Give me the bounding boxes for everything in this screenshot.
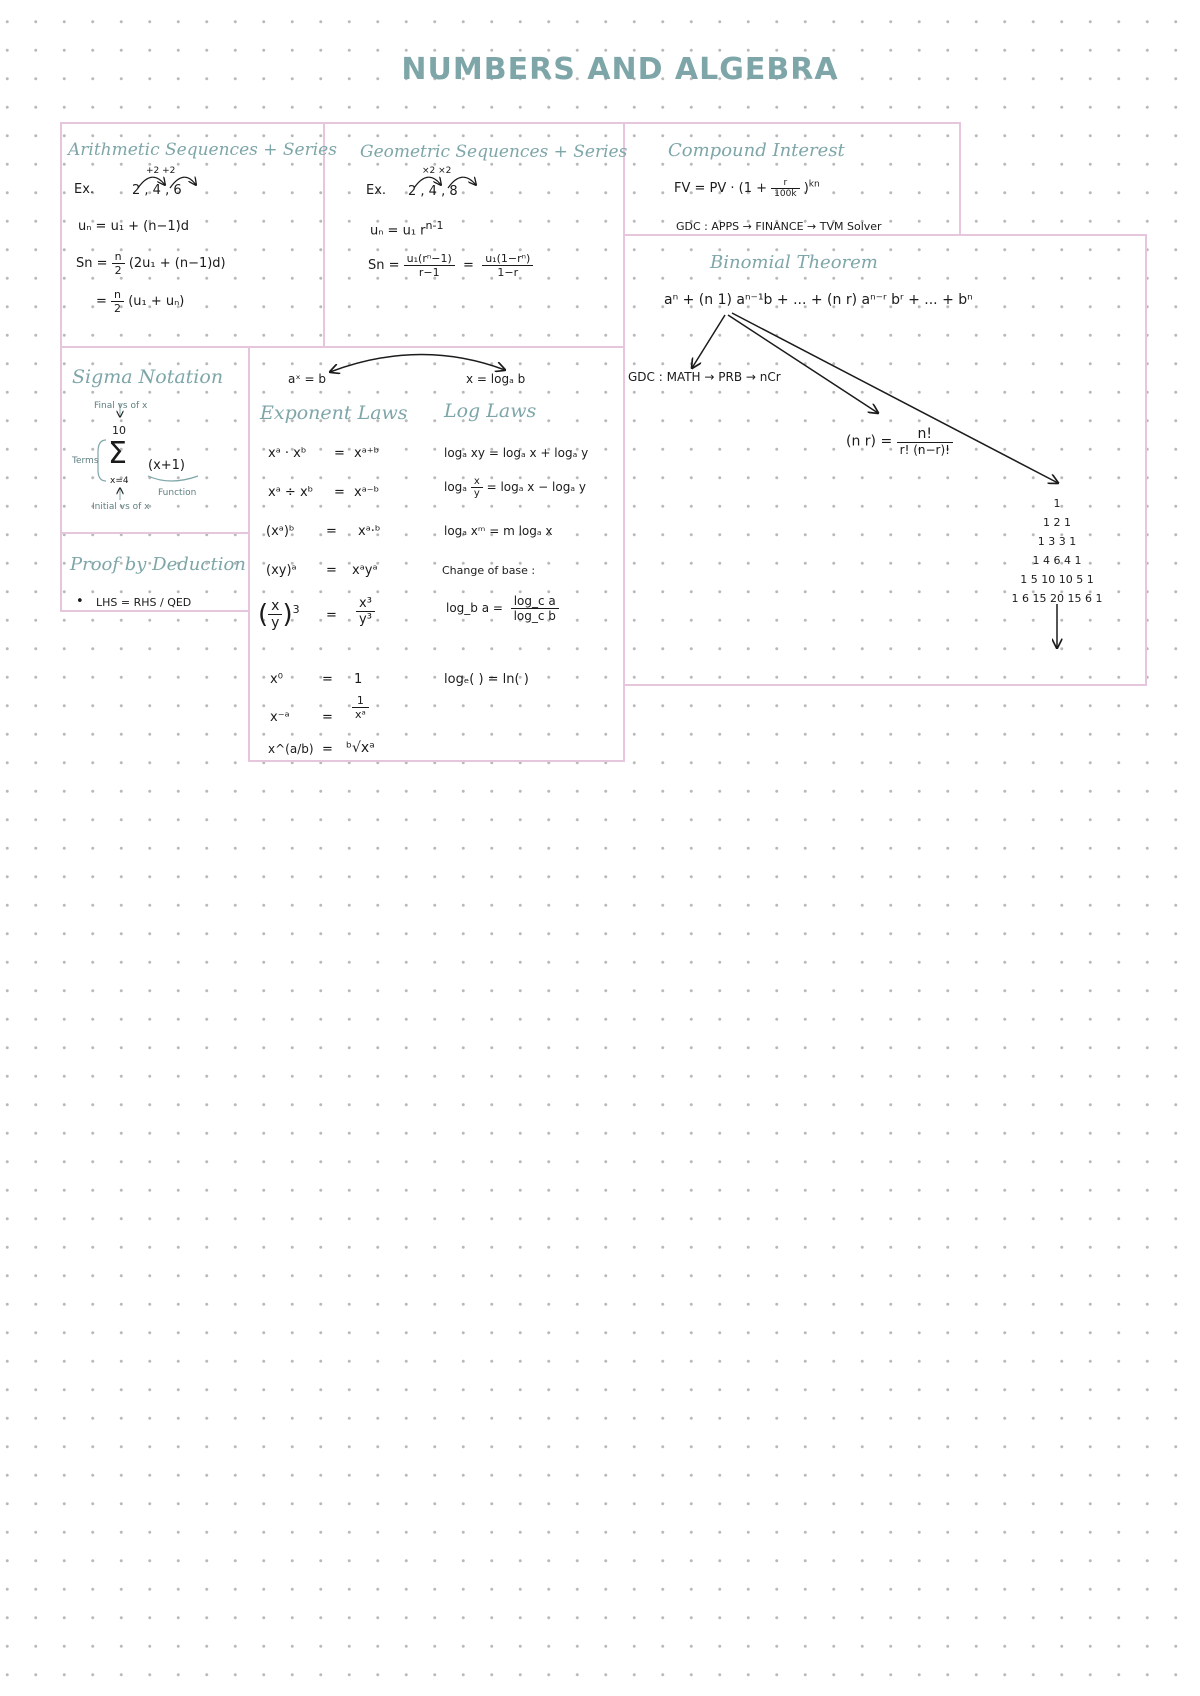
exponent-neg-rhs <box>352 694 369 721</box>
binomial-heading: Binomial Theorem <box>710 252 878 273</box>
geometric-example-terms: 2 , 4 , 8 <box>408 184 458 199</box>
pascal-row: 1 <box>1053 497 1061 510</box>
exponent-heading: Exponent Laws <box>260 402 408 424</box>
geometric-eq: = <box>463 258 474 273</box>
sigma-upper: 10 <box>112 424 126 437</box>
neg-rnum: 1 <box>352 694 369 708</box>
geometric-f2-num: u₁(1−rⁿ) <box>482 252 533 266</box>
arithmetic-sn-num: n <box>112 250 125 264</box>
log-law-2-den: y <box>473 488 480 499</box>
exponent-law-3-lhs: (xᵃ)ᵇ <box>266 524 295 539</box>
binomial-expansion: aⁿ + (n 1) aⁿ⁻¹b + ... + (n r) aⁿ⁻ʳ bʳ + ... + bⁿ <box>664 292 973 308</box>
log-change-of-base: Change of base : <box>442 564 536 577</box>
binomial-ncr <box>846 426 953 457</box>
pascal-row: 1 3 3 1 <box>1037 535 1077 548</box>
exponent-law-3-rhs: xᵃ·ᵇ <box>358 524 381 539</box>
exponent-eq: = <box>322 742 333 757</box>
pascal-row: 1 4 6 4 1 <box>1032 554 1082 567</box>
exponent-law-4-rhs: xᵃyᵃ <box>352 563 378 578</box>
neg-rden: xᵃ <box>355 708 366 721</box>
compound-gdc: GDC : APPS → FINANCE → TVM Solver <box>676 220 882 233</box>
exponent-quotient-rhs <box>356 596 375 627</box>
log-law-1: logₐ xy = logₐ x + logₐ y <box>444 446 589 460</box>
quotient-den: y <box>271 615 280 631</box>
compound-heading: Compound Interest <box>668 140 845 161</box>
arithmetic-sn-lhs: Sn = <box>76 256 108 271</box>
log-law-3: logₐ xᵐ = m logₐ x <box>444 524 553 538</box>
exponent-quotient: ( $\frac{x}{y}$ )$^3$ <box>258 598 300 631</box>
geometric-f1-den: r−1 <box>418 266 440 279</box>
relation-right: x = logₐ b <box>466 372 526 386</box>
sigma-initial-label: Initial vs of x <box>92 502 150 512</box>
arithmetic-heading: Arithmetic Sequences + Series <box>68 140 337 160</box>
sigma-heading: Sigma Notation <box>72 366 224 388</box>
exponent-law-2-lhs: xᵃ ÷ xᵇ <box>268 485 314 500</box>
exponent-law-2-rhs: xᵃ⁻ᵇ <box>354 485 380 500</box>
log-law-2-post: = logₐ x − logₐ y <box>486 480 586 494</box>
exponent-law-1-lhs: xᵃ · xᵇ <box>268 446 307 461</box>
binomial-ncr-num: n! <box>897 426 953 443</box>
log-law-2-pre: logₐ <box>444 480 467 494</box>
log-cob <box>446 594 559 623</box>
sigma-final-label: Final vs of x <box>94 401 148 411</box>
exponent-eq: = <box>326 524 337 539</box>
sigma-function-label: Function <box>158 488 197 498</box>
page-title: NUMBERS AND ALGEBRA <box>401 52 839 87</box>
compound-frac-den: 100k <box>774 189 797 199</box>
arithmetic-sn2-num: n <box>111 288 124 302</box>
log-law-2 <box>444 476 586 499</box>
exponent-zero-lhs: x⁰ <box>270 672 283 687</box>
proof-item: LHS = RHS / QED <box>96 596 192 609</box>
exponent-frac-lhs: x^(a/b) <box>268 742 314 756</box>
exponent-eq: = <box>326 563 337 578</box>
arithmetic-sn2 <box>96 288 184 315</box>
exponent-zero-rhs: 1 <box>354 672 363 687</box>
arithmetic-example-prefix: Ex. <box>74 182 95 197</box>
sigma-lower: x=4 <box>110 476 129 486</box>
exponent-eq: = <box>322 672 333 687</box>
sigma-terms-label: Terms <box>72 456 99 466</box>
exponent-law-1-rhs: xᵃ⁺ᵇ <box>354 446 380 461</box>
proof-bullet: • <box>76 594 84 609</box>
arithmetic-un: uₙ = u₁ + (n−1)d <box>78 219 189 234</box>
log-cob-num: log_c a <box>511 594 559 609</box>
compound-close: ) <box>803 181 809 196</box>
exponent-eq: = <box>334 446 345 461</box>
log-cob-lhs: log_b a = <box>446 601 503 615</box>
compound-fv <box>674 178 820 199</box>
compound-frac-num: r <box>771 178 799 189</box>
sigma-expr: (x+1) <box>148 458 186 473</box>
geometric-un <box>370 219 443 238</box>
geometric-steps: ×2 ×2 <box>422 166 452 176</box>
pascal-triangle <box>955 494 1159 608</box>
arithmetic-steps: +2 +2 <box>146 166 176 176</box>
exponent-eq: = <box>326 608 337 623</box>
log-law-2-num: x <box>471 476 483 488</box>
log-heading: Log Laws <box>444 400 537 422</box>
geometric-f2-den: 1−r <box>497 266 519 279</box>
geometric-un-exp: n-1 <box>425 219 444 232</box>
pascal-row: 1 6 15 20 15 6 1 <box>1011 592 1103 605</box>
exponent-eq: = <box>334 485 345 500</box>
geometric-un-text: uₙ = u₁ r <box>370 223 426 239</box>
proof-heading: Proof by Deduction <box>70 554 246 575</box>
quotient-num: x <box>268 598 282 615</box>
geometric-heading: Geometric Sequences + Series <box>360 142 628 162</box>
geometric-f1-num: u₁(rⁿ−1) <box>404 252 455 266</box>
binomial-gdc: GDC : MATH → PRB → nCr <box>628 370 781 384</box>
arithmetic-example-terms: 2 , 4 , 6 <box>132 183 182 198</box>
arithmetic-sn-rest: (2u₁ + (n−1)d) <box>128 256 226 271</box>
exponent-neg-lhs: x⁻ᵃ <box>270 710 290 725</box>
log-cob-den: log_c b <box>513 609 556 623</box>
geometric-sn-lhs: Sn = <box>368 258 400 273</box>
arithmetic-sn2-rest: (u₁ + uₙ) <box>128 294 185 309</box>
compound-fv-text: FV = PV · (1 + <box>674 181 768 196</box>
exponent-law-4-lhs: (xy)ᵃ <box>266 563 297 578</box>
pascal-row: 1 2 1 <box>1043 516 1071 529</box>
quotient-pow: 3 <box>292 602 300 616</box>
binomial-ncr-lhs: (n r) = <box>846 433 893 450</box>
exponent-eq: = <box>322 710 333 725</box>
compound-exp: kn <box>808 179 820 190</box>
relation-left: aˣ = b <box>288 372 326 386</box>
geometric-sn <box>368 252 533 279</box>
log-ln: logₑ( ) = ln( ) <box>444 672 529 687</box>
binomial-ncr-den: r! (n−r)! <box>899 443 950 457</box>
quotient-rnum: x³ <box>356 596 375 612</box>
pascal-row: 1 5 10 10 5 1 <box>1020 573 1094 586</box>
quotient-rden: y³ <box>359 612 372 627</box>
sigma-symbol: Σ <box>108 436 127 471</box>
arithmetic-sn <box>76 250 226 277</box>
geometric-example-prefix: Ex. <box>366 183 387 198</box>
arithmetic-sn2-den: 2 <box>114 302 122 315</box>
exponent-frac-rhs: ᵇ√xᵃ <box>346 740 375 756</box>
arithmetic-sn2-lhs: = <box>96 294 107 309</box>
arithmetic-sn-den: 2 <box>114 264 122 277</box>
